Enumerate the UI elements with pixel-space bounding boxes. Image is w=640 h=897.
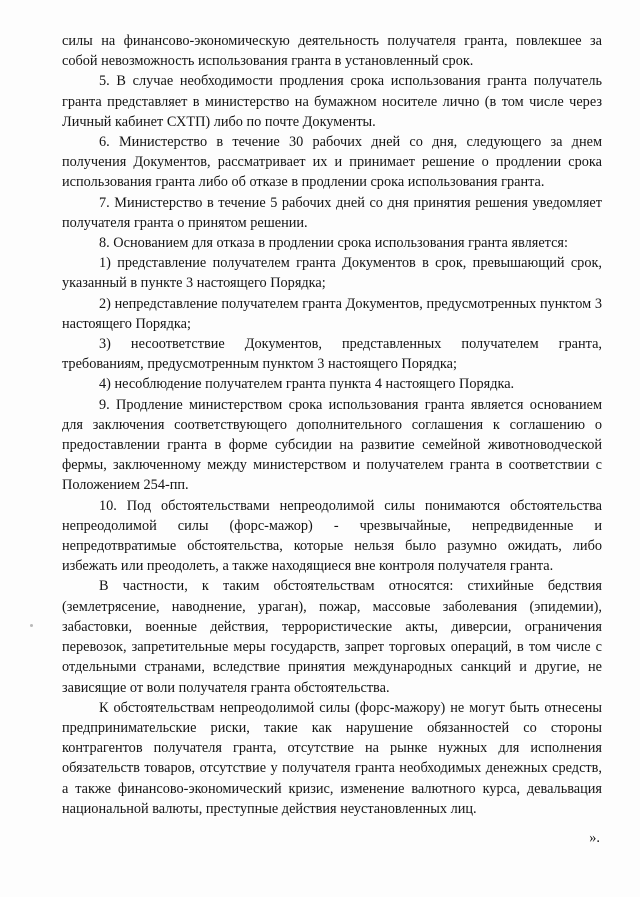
- list-item-3: 3) несоответствие Документов, представленных получателем гранта, требованиям, предусмотренным пунктом 3 настоящего Порядка;: [62, 336, 602, 373]
- list-item-1: 1) представление получателем гранта Документов в срок, превышающий срок, указанный в пункте 3 настоящего Порядка;: [62, 255, 602, 292]
- paragraph-5: 5. В случае необходимости продления срока использования гранта получатель гранта представляет в министерство на бумажном носителе лично (в том числе через Личный кабинет СХТП) либо по почте Документы.: [62, 73, 602, 130]
- list-item-4: 4) несоблюдение получателем гранта пункта 4 настоящего Порядка.: [99, 376, 515, 393]
- paragraph-7: 7. Министерство в течение 5 рабочих дней со дня принятия решения уведомляет получателя гранта о принятом решении.: [62, 194, 602, 231]
- paragraph-continuation: силы на финансово-экономическую деятельность получателя гранта, повлекшее за собой невозможность использования гранта в установленный срок.: [62, 33, 602, 70]
- paragraph-8: 8. Основанием для отказа в продлении срока использования гранта является:: [99, 235, 568, 252]
- list-item-2: 2) непредставление получателем гранта Документов, предусмотренных пунктом 3 настоящего Порядка;: [62, 295, 602, 332]
- document-body: [62, 31, 602, 819]
- closing-quote-mark: ».: [589, 830, 600, 846]
- paragraph-10: 10. Под обстоятельствами непреодолимой силы понимаются обстоятельства непреодолимой силы (форс-мажор) - чрезвычайные, непредвиденные и непредотвратимые обстоятельства, которые нельзя было разумно ожидать, либо избежать или преодолеть, а также находящиеся вне контроля получателя гранта.: [62, 497, 602, 575]
- paragraph-6: 6. Министерство в течение 30 рабочих дней со дня, следующего за днем получения Документов, рассматривает их и принимает решение о продлении срока использования гранта либо об отказе в продлении срока использования гранта.: [62, 134, 602, 191]
- scan-speck: [30, 624, 33, 627]
- paragraph-force-majeure-exclusions: К обстоятельствам непреодолимой силы (форс-мажору) не могут быть отнесены предпринимательские риски, такие как нарушение обязанностей со стороны контрагентов получателя гранта, отсутствие на рынке нужных для исполнения обязательств товаров, отсутствие у получателя гранта необходимых денежных средств, а также финансово-экономический кризис, изменение валютного курса, девальвация национальной валюты, преступные действия неустановленных лиц.: [62, 699, 602, 817]
- paragraph-9: 9. Продление министерством срока использования гранта является основанием для заключения соответствующего дополнительного соглашения к соглашению о предоставлении гранта в форме субсидии на развитие семейной животноводческой фермы, заключенному между министерством и получателем гранта в соответствии с Положением 254-пп.: [62, 396, 602, 494]
- paragraph-force-majeure-examples: В частности, к таким обстоятельствам относятся: стихийные бедствия (землетрясение, наводнение, ураган), пожар, массовые заболевания (эпидемии), забастовки, военные действия, террористические акты, диверсии, ограничения перевозок, запретительные меры государств, запрет торговых операций, в том числе с отдельными странами, вследствие принятия международных санкций и другие, не зависящие от воли получателя гранта обстоятельства.: [62, 578, 602, 696]
